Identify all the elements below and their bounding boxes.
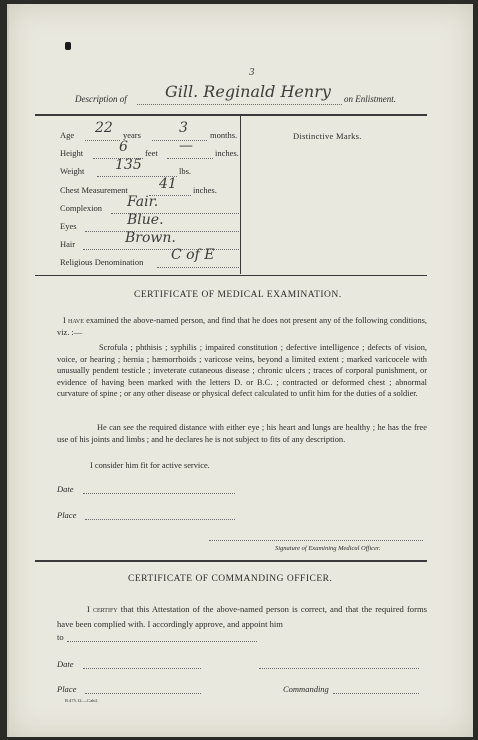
commanding-body: that this Attestation of the above-named person is correct, and that the required forms have been complied with. I accordingly approve, and appoint him bbox=[57, 604, 427, 629]
commanding-date-line bbox=[83, 668, 201, 669]
middle-rule bbox=[35, 560, 427, 562]
weight-value: 135 bbox=[115, 157, 142, 173]
commanding-place-line bbox=[85, 693, 201, 694]
name-line bbox=[137, 104, 342, 105]
complexion-label: Complexion bbox=[60, 203, 103, 213]
fields-bottom-rule bbox=[35, 275, 427, 276]
name-superscript: 3 bbox=[249, 68, 255, 78]
recruit-name: Gill. Reginald Henry bbox=[165, 82, 331, 101]
fit-statement: I consider him fit for active service. bbox=[90, 461, 210, 470]
medical-signature-caption: Signature of Examining Medical Officer. bbox=[275, 545, 381, 552]
commanding-extra-line bbox=[259, 668, 419, 669]
document-page bbox=[7, 4, 473, 737]
medical-intro bbox=[57, 315, 427, 338]
height-feet-value: 6 bbox=[119, 139, 128, 155]
hair-label: Hair bbox=[60, 239, 76, 249]
commanding-signature-line bbox=[333, 693, 419, 694]
commanding-label: Commanding bbox=[283, 684, 329, 694]
years-label: years bbox=[123, 130, 141, 140]
chest-label: Chest Measurement bbox=[60, 185, 128, 195]
chest-value: 41 bbox=[159, 176, 177, 192]
medical-intro-lead: I have bbox=[63, 316, 84, 325]
medical-signature-line bbox=[209, 540, 423, 541]
top-rule bbox=[35, 114, 427, 116]
conditions-list: Scrofula ; phthisis ; syphilis ; impaired constitution ; defective intelligence ; defects of vision, voice, or hearing ; hernia ; hæmorrhoids ; varicose veins, beyond a limited extent ; marked varicocele with unusually pendent testicle ; inveterate cutaneous disease ; chronic ulcers ; traces of corporal punishment, or evidence of having been marked with the letters D. or B.C. ; contracted or deformed chest ; abnormal curvature of spine ; or any other disease or physical defect calculated to unfit him for the duties of a soldier. bbox=[57, 343, 427, 399]
medical-date-line bbox=[83, 493, 235, 494]
religion-value: C of E bbox=[171, 247, 215, 263]
medical-place-line bbox=[85, 519, 235, 520]
eyes-value: Blue. bbox=[127, 212, 164, 228]
months-label: months. bbox=[210, 130, 238, 140]
height-inches-value: — bbox=[179, 138, 193, 154]
chest-inches-label: inches. bbox=[193, 185, 217, 195]
age-years-value: 22 bbox=[95, 120, 113, 136]
feet-label: feet bbox=[145, 148, 158, 158]
commanding-certificate-title: CERTIFICATE OF COMMANDING OFFICER. bbox=[128, 574, 333, 584]
age-years-line bbox=[85, 140, 120, 141]
commanding-to-line bbox=[67, 641, 257, 642]
medical-intro-text: examined the above-named person, and find that he does not present any of the following conditions, viz. :— bbox=[57, 316, 427, 337]
inches-label: inches. bbox=[215, 148, 239, 158]
religion-line bbox=[157, 267, 239, 268]
commanding-to-label: to bbox=[57, 632, 64, 642]
complexion-value: Fair. bbox=[127, 194, 159, 210]
height-label: Height bbox=[60, 148, 84, 158]
medical-finding: He can see the required distance with either eye ; his heart and lungs are healthy ; he has the free use of his joints and limbs ; and he declares he is not subject to fits of any description. bbox=[57, 423, 427, 444]
medical-certificate-title: CERTIFICATE OF MEDICAL EXAMINATION. bbox=[134, 290, 342, 300]
eyes-label: Eyes bbox=[60, 221, 77, 231]
distinctive-marks-label: Distinctive Marks. bbox=[293, 131, 362, 141]
height-inches-line bbox=[167, 158, 213, 159]
weight-label: Weight bbox=[60, 166, 85, 176]
religion-label: Religious Denomination bbox=[60, 257, 144, 267]
medical-place-label: Place bbox=[57, 510, 77, 520]
hair-value: Brown. bbox=[125, 230, 176, 246]
commanding-lead: I certify bbox=[87, 604, 118, 614]
print-code: B.475.12.—Cahil. bbox=[65, 698, 99, 703]
age-months-value: 3 bbox=[179, 120, 188, 136]
lbs-label: lbs. bbox=[179, 166, 192, 176]
commanding-place-label: Place bbox=[57, 684, 77, 694]
on-enlistment-label: on Enlistment. bbox=[344, 94, 396, 104]
vertical-divider bbox=[240, 116, 241, 274]
commanding-date-label: Date bbox=[57, 659, 74, 669]
commanding-text bbox=[57, 602, 427, 632]
pin-mark bbox=[65, 42, 71, 50]
age-label: Age bbox=[60, 130, 75, 140]
hair-line bbox=[83, 249, 239, 250]
medical-date-label: Date bbox=[57, 484, 74, 494]
description-label: Description of bbox=[75, 94, 127, 104]
